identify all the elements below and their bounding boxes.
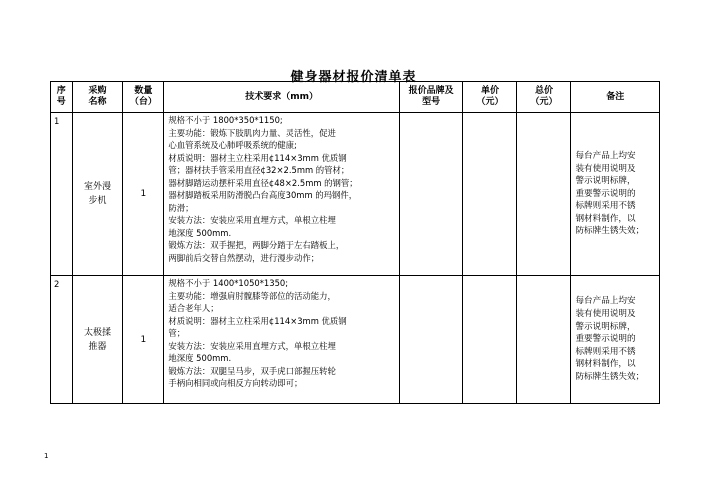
table-header-row	[51, 82, 660, 113]
document-title: 健身器材报价清单表	[290, 70, 417, 85]
row-note: 每台产品上均安 装有使用说明及 警示说明标牌， 重要警示说明的 标牌则采用不锈 钢材料制作，以 防标牌生锈失效；	[571, 113, 660, 276]
row-seq: 1	[51, 113, 73, 276]
header-name: 采购 名称	[72, 82, 123, 113]
header-seq: 序 号	[51, 82, 73, 113]
table-row	[51, 276, 660, 404]
row-unit-price	[463, 113, 517, 276]
header-qty: 数量 （台）	[123, 82, 164, 113]
header-brand: 报价品牌及 型号	[399, 82, 463, 113]
header-tech: 技术要求（mm）	[164, 82, 399, 113]
row-name: 室外漫 步机	[72, 113, 123, 276]
quote-table	[50, 81, 660, 404]
row-total-price	[517, 113, 571, 276]
row-unit-price	[463, 276, 517, 404]
row-brand	[399, 276, 463, 404]
row-brand	[399, 113, 463, 276]
header-total-price: 总价 （元）	[517, 82, 571, 113]
header-note: 备注	[571, 82, 660, 113]
row-tech-requirements: 规格不小于 1400*1050*1350; 主要功能：增强肩肘髋膝等部位的活动能力， 适合老年人； 材质说明：器材主立柱采用¢114×3mm 优质钢 管； 安装方法：安装应采用直埋方式，单根立柱埋 地深度 500mm. 锻炼方法：双腿呈马步，双手虎口部握压转轮 手柄向相同或向相反方向转动即可；	[164, 276, 399, 404]
row-name: 太极揉 推器	[72, 276, 123, 404]
row-seq: 2	[51, 276, 73, 404]
row-note: 每台产品上均安 装有使用说明及 警示说明标牌， 重要警示说明的 标牌则采用不锈 钢材料制作，以 防标牌生锈失效；	[571, 276, 660, 404]
table-row	[51, 113, 660, 276]
page-number: 1	[44, 452, 49, 460]
row-qty: 1	[123, 113, 164, 276]
row-tech-requirements: 规格不小于 1800*350*1150; 主要功能：锻炼下肢肌肉力量、灵活性，促进 心血管系统及心肺呼吸系统的健康; 材质说明：器材主立柱采用¢114×3mm 优质钢 管；器材扶手管采用直径¢32×2.5mm 的管材； 器材脚踏运动摆杆采用直径¢48×2.5mm 的钢管； 器材脚踏板采用防滑脱凸台高度30mm 的玛钢件， 防滑； 安装方法：安装应采用直埋方式，单根立柱埋 地深度 500mm. 锻炼方法：双手握把，两脚分踏于左右踏板上， 两脚前后交替自然摆动，进行漫步动作；	[164, 113, 399, 276]
header-unit-price: 单价 （元）	[463, 82, 517, 113]
row-qty: 1	[123, 276, 164, 404]
row-total-price	[517, 276, 571, 404]
